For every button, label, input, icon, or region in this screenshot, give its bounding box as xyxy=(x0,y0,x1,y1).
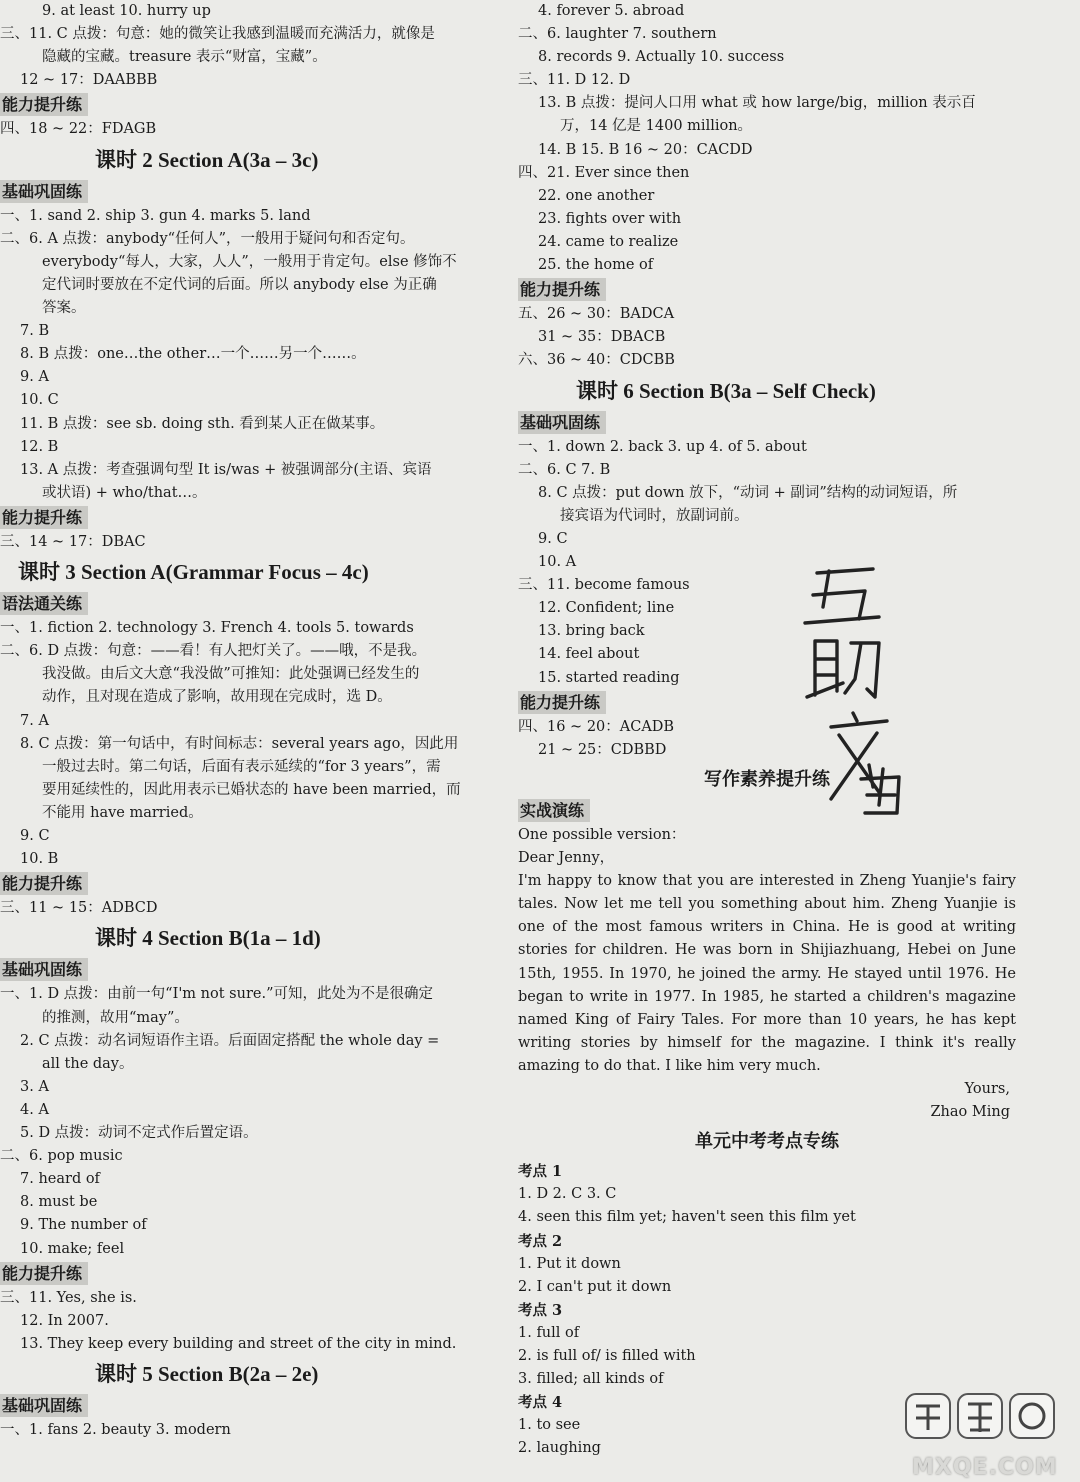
answer-line: 1. D 2. C 3. C xyxy=(518,1186,617,1203)
answer-line: 四、21. Ever since then xyxy=(518,164,690,181)
section-tag: 能力提升练 xyxy=(0,1262,88,1285)
answer-line: 一、1. sand 2. ship 3. gun 4. marks 5. land xyxy=(0,207,311,224)
answer-line: 14. B 15. B 16 ~ 20：CACDD xyxy=(538,141,753,158)
exam-point-label: 考点 4 xyxy=(518,1394,563,1412)
answer-line: 二、6. D 点拨：句意：——看！有人把灯关了。——哦，不是我。 xyxy=(0,643,427,660)
answer-line: 15. started reading xyxy=(538,669,680,686)
answer-line: 3. filled; all kinds of xyxy=(518,1371,664,1388)
answer-line: 8. C 点拨：第一句话中，有时间标志：several years ago，因此用 xyxy=(20,735,459,752)
answer-line: 定代词时要放在不定代词的后面。所以 anybody else 为正确 xyxy=(42,276,437,293)
answer-line: 7. heard of xyxy=(20,1171,100,1188)
answer-line: 13. B 点拨：提问人口用 what 或 how large/big，million 表示百 xyxy=(538,95,976,112)
answer-line: 一、1. fiction 2. technology 3. French 4. tools 5. towards xyxy=(0,620,414,637)
answer-line: 5. D 点拨：动词不定式作后置定语。 xyxy=(20,1125,258,1142)
section-tag: 能力提升练 xyxy=(0,93,88,116)
answer-line: 3. A xyxy=(20,1078,49,1095)
answer-line: 的推测，故用“may”。 xyxy=(42,1009,189,1026)
answer-line: 7. B xyxy=(20,323,50,340)
answer-line: 9. at least 10. hurry up xyxy=(42,3,211,19)
answer-line: 9. C xyxy=(20,828,50,844)
answer-line: Zhao Ming xyxy=(930,1104,1010,1121)
answer-line: 2. I can't put it down xyxy=(518,1278,672,1295)
answer-line: 24. came to realize xyxy=(538,233,679,250)
answer-line: 一般过去时。第二句话，后面有表示延续的“for 3 years”，需 xyxy=(42,758,441,775)
answer-line: 25. the home of xyxy=(538,257,654,274)
answer-line: 10. B xyxy=(20,851,59,868)
exam-point-label: 考点 1 xyxy=(518,1163,563,1181)
answer-line: 2. laughing xyxy=(518,1440,601,1457)
section-tag-row xyxy=(0,92,490,118)
answer-line: 7. A xyxy=(20,712,49,729)
answer-line: 或状语) + who/that…。 xyxy=(42,484,207,501)
section-tag: 基础巩固练 xyxy=(0,958,88,981)
section-heading: 写作素养提升练 xyxy=(704,768,830,790)
handwritten-note xyxy=(795,555,905,815)
answer-line: 12. B xyxy=(20,438,59,455)
answer-line: 8. must be xyxy=(20,1194,98,1211)
answer-line: 三、14 ~ 17：DBAC xyxy=(0,533,146,550)
answer-line: 23. fights over with xyxy=(538,210,682,227)
answer-line: 12 ~ 17：DAABBB xyxy=(20,72,158,89)
section-tag-row xyxy=(0,871,490,897)
answer-line: 4. seen this film yet; haven't seen this film yet xyxy=(518,1209,856,1226)
answer-line: all the day。 xyxy=(42,1055,134,1072)
lesson-title: 课时 6 Section B(3a – Self Check) xyxy=(576,378,876,403)
answer-line: 三、11 ~ 15：ADBCD xyxy=(0,900,158,917)
answer-line: 10. A xyxy=(538,554,577,571)
answer-line: 要用延续性的，因此用表示已婚状态的 have been married，而 xyxy=(42,781,461,798)
answer-line: 2. is full of/ is filled with xyxy=(518,1347,696,1364)
answer-line: 四、16 ~ 20：ACADB xyxy=(518,718,675,735)
answer-line: 2. C 点拨：动名词短语作主语。后面固定搭配 the whole day = xyxy=(20,1032,440,1049)
answer-line: 21 ~ 25：CDBBD xyxy=(538,741,667,758)
answer-line: 8. records 9. Actually 10. success xyxy=(538,49,785,66)
answer-line: 8. C 点拨：put down 放下，“动词 + 副词”结构的动词短语，所 xyxy=(538,484,958,501)
answer-line: 1. full of xyxy=(518,1324,580,1341)
answer-line: 13. A 点拨：考查强调句型 It is/was + 被强调部分(主语、宾语 xyxy=(20,461,432,478)
answer-line: 11. B 点拨：see sb. doing sth. 看到某人正在做某事。 xyxy=(20,415,385,432)
lesson-title: 课时 5 Section B(2a – 2e) xyxy=(95,1361,319,1386)
section-tag: 能力提升练 xyxy=(518,691,606,714)
lesson-title: 课时 2 Section A(3a – 3c) xyxy=(95,147,319,172)
lesson-title: 课时 3 Section A(Grammar Focus – 4c) xyxy=(18,560,369,585)
answer-column-left xyxy=(0,0,490,1442)
section-tag-row xyxy=(0,179,490,205)
answer-line: 二、6. laughter 7. southern xyxy=(518,26,717,43)
section-tag-row xyxy=(518,798,1016,824)
answer-line: 三、11. D 12. D xyxy=(518,72,631,89)
answer-line: 五、26 ~ 30：BADCA xyxy=(518,306,675,323)
answer-line: 1. to see xyxy=(518,1417,581,1434)
watermark-text: MXQE.COM xyxy=(912,1455,1058,1480)
answer-line: 12. In 2007. xyxy=(20,1312,109,1329)
answer-line: 12. Confident; line xyxy=(538,600,675,617)
sample-essay: I'm happy to know that you are interested in Zheng Yuanjie's fairy tales. Now let me tell you something about him. Zheng Yuanjie is one of the most famous writers in China. He is good at writing stories for children. He was born in Shijiazhuang, Hebei on June 15th, 1955. In 1970, he joined the army. He stayed until 1976. He began to write in 1977. In 1985, he started a children's magazine named King of Fairy Tales. For more than 10 years, he has kept writing stories by himself for the magazine. I think it's really amazing to do that. I like him very much. xyxy=(518,873,1016,1074)
answer-line: 9. C xyxy=(538,530,568,547)
answer-line: Yours, xyxy=(964,1081,1010,1098)
answer-line: 六、36 ~ 40：CDCBB xyxy=(518,352,675,369)
answer-column-right xyxy=(518,0,1016,1460)
answer-line: 22. one another xyxy=(538,187,655,204)
answer-line: 9. The number of xyxy=(20,1217,147,1234)
section-tag-row xyxy=(518,410,1016,436)
answer-line: 一、1. D 点拨：由前一句“I'm not sure.”可知，此处为不是很确定 xyxy=(0,986,433,1003)
section-tag-row xyxy=(0,591,490,617)
section-heading: 单元中考考点专练 xyxy=(695,1131,839,1153)
section-tag-row xyxy=(518,277,1016,303)
answer-line: 三、11. Yes, she is. xyxy=(0,1289,137,1306)
answer-line: 9. A xyxy=(20,369,49,386)
section-tag-row xyxy=(518,690,1016,716)
answer-line: 一、1. down 2. back 3. up 4. of 5. about xyxy=(518,438,807,455)
section-tag: 语法通关练 xyxy=(0,592,88,615)
section-tag: 基础巩固练 xyxy=(0,180,88,203)
answer-line: 10. make; feel xyxy=(20,1240,125,1257)
section-tag-row xyxy=(0,505,490,531)
answer-line: 一、1. fans 2. beauty 3. modern xyxy=(0,1422,231,1439)
answer-line: 13. They keep every building and street of the city in mind. xyxy=(20,1335,457,1352)
section-tag: 能力提升练 xyxy=(518,278,606,301)
answer-line: 隐藏的宝藏。treasure 表示“财富，宝藏”。 xyxy=(42,49,327,66)
answer-line: 13. bring back xyxy=(538,623,645,640)
section-tag: 能力提升练 xyxy=(0,506,88,529)
answer-line: 4. A xyxy=(20,1101,49,1118)
answer-line: 不能用 have married。 xyxy=(42,804,203,821)
section-tag: 基础巩固练 xyxy=(0,1394,88,1417)
answer-line: 答案。 xyxy=(42,300,86,317)
answer-line: One possible version： xyxy=(518,827,686,843)
answer-line: Dear Jenny， xyxy=(518,850,615,867)
answer-line: 我没做。由后文大意“我没做”可推知：此处强调已经发生的 xyxy=(42,666,420,683)
section-tag-row xyxy=(0,1261,490,1287)
section-tag: 实战演练 xyxy=(518,799,590,822)
exam-point-label: 考点 3 xyxy=(518,1301,563,1319)
answer-line: 二、6. C 7. B xyxy=(518,461,611,478)
answer-line: 二、6. pop music xyxy=(0,1148,123,1165)
exam-point-label: 考点 2 xyxy=(518,1232,563,1250)
section-tag: 基础巩固练 xyxy=(518,411,606,434)
answer-line: 1. Put it down xyxy=(518,1255,621,1272)
section-tag: 能力提升练 xyxy=(0,872,88,895)
answer-line: 14. feel about xyxy=(538,646,640,663)
answer-line: 三、11. C 点拨：句意：她的微笑让我感到温暖而充满活力，就像是 xyxy=(0,26,435,43)
answer-line: 10. C xyxy=(20,392,59,409)
answer-line: 动作，且对现在造成了影响，故用现在完成时，选 D。 xyxy=(42,689,392,706)
answer-line: 四、18 ~ 22：FDAGB xyxy=(0,121,157,138)
answer-line: 二、6. A 点拨：anybody“任何人”，一般用于疑问句和否定句。 xyxy=(0,230,415,247)
answer-line: 8. B 点拨：one…the other…一个……另一个……。 xyxy=(20,346,366,363)
answer-line: 三、11. become famous xyxy=(518,577,690,594)
answer-line: 4. forever 5. abroad xyxy=(538,3,685,19)
answer-line: everybody“每人，大家，人人”，一般用于肯定句。else 修饰不 xyxy=(42,253,457,270)
answer-line: 31 ~ 35：DBACB xyxy=(538,329,666,346)
section-tag-row xyxy=(0,1393,490,1419)
section-tag-row xyxy=(0,957,490,983)
answer-line: 万，14 亿是 1400 million。 xyxy=(560,118,753,135)
lesson-title: 课时 4 Section B(1a – 1d) xyxy=(95,926,321,951)
answer-line: 接宾语为代词时，放副词前。 xyxy=(560,507,749,524)
